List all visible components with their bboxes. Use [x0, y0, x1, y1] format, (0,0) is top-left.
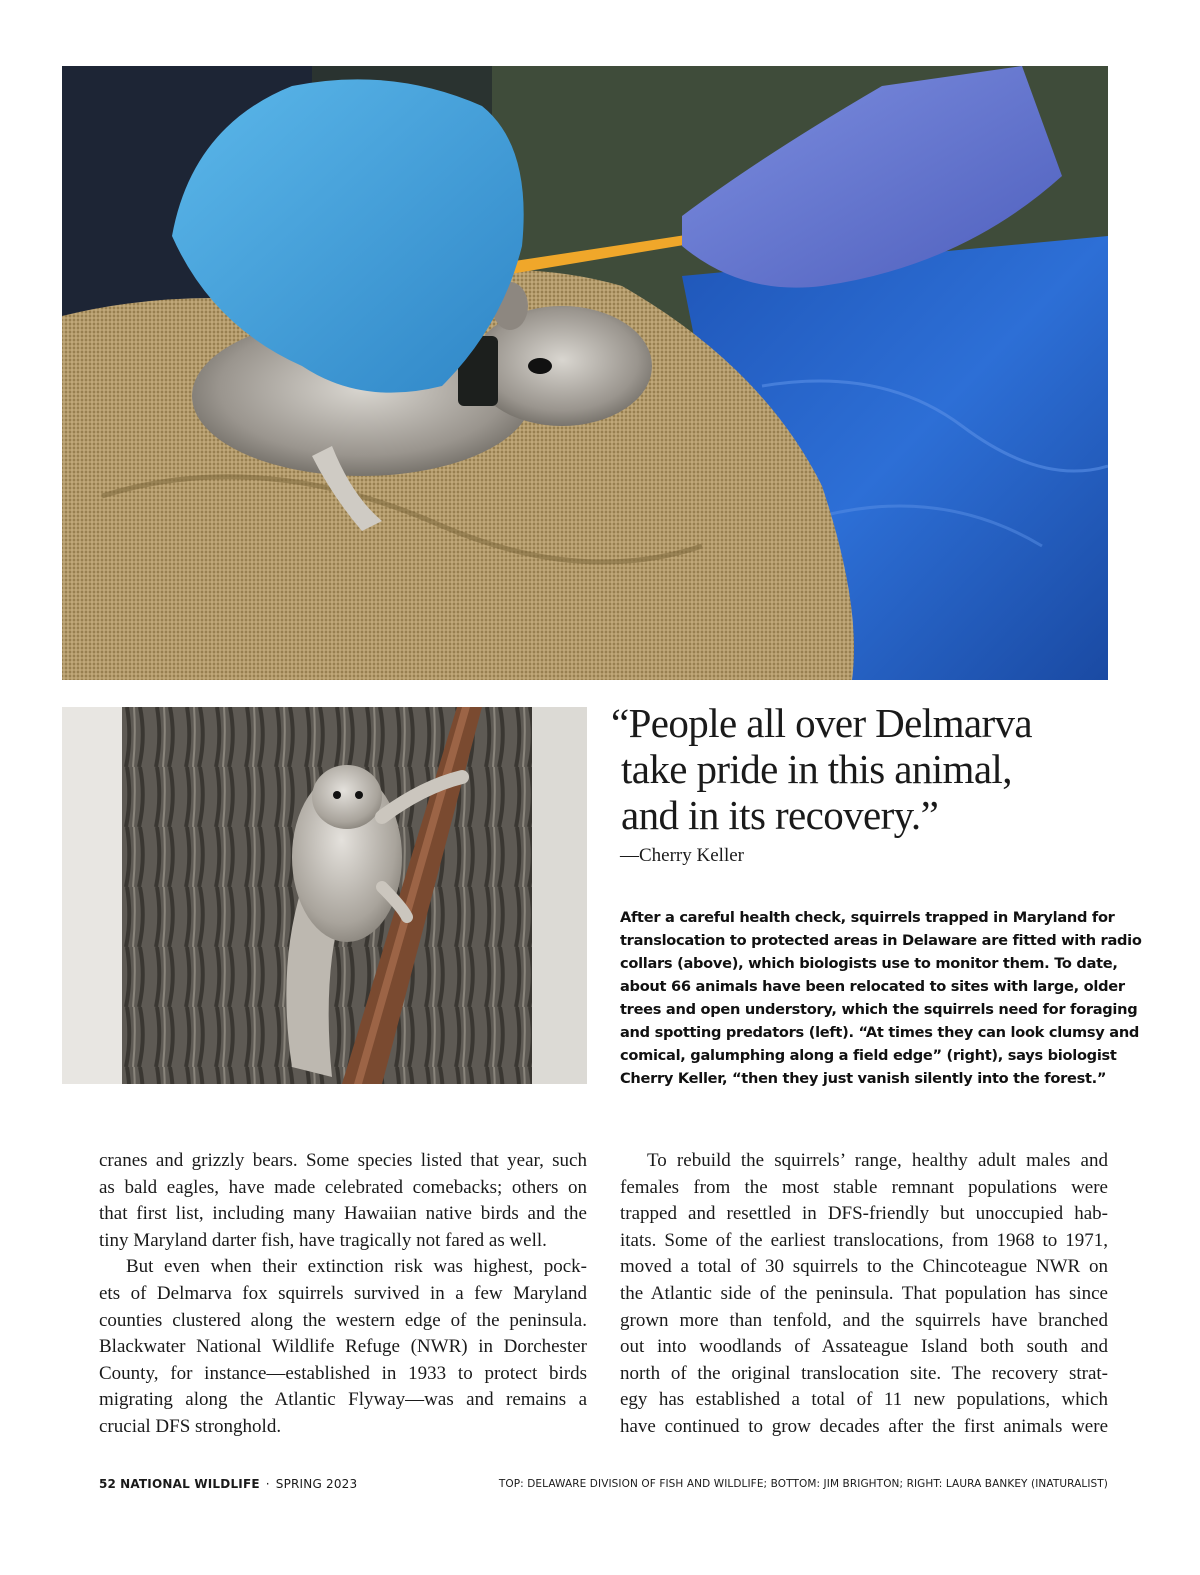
caption-line: trees and open understory, which the squirrels need for foraging [620, 1001, 1138, 1018]
photo-caption [620, 906, 1142, 1090]
body-line: crucial DFS stronghold. [99, 1415, 282, 1437]
body-line: tiny Maryland darter fish, have tragically not fared as well. [99, 1229, 547, 1251]
pull-quote [611, 700, 1111, 838]
page-footer [99, 1477, 357, 1491]
body-line: cranes and grizzly bears. Some species listed that year, such [99, 1150, 587, 1171]
caption-line: collars (above), which biologists use to monitor them. To date, [620, 955, 1118, 972]
footer-separator: · [265, 1477, 270, 1491]
body-line: grown more than tenfold, and the squirrels have branched [620, 1309, 1108, 1331]
caption-line: about 66 animals have been relocated to sites with large, older [620, 978, 1125, 995]
squirrel-collaring-image [62, 66, 1108, 680]
body-line: north of the original translocation site. The recovery strat- [620, 1362, 1108, 1384]
body-line: that first list, including many Hawaiian native birds and the [99, 1203, 587, 1225]
caption-line: comical, galumphing along a field edge” (right), says biologist [620, 1047, 1117, 1064]
magazine-name: NATIONAL WILDLIFE [120, 1477, 260, 1491]
caption-line: and spotting predators (left). “At times they can look clumsy and [620, 1024, 1140, 1041]
top-photo [62, 66, 1108, 680]
body-line: trapped and resettled in DFS-friendly but unoccupied hab- [620, 1203, 1108, 1225]
caption-line: translocation to protected areas in Delaware are fitted with radio [620, 932, 1142, 949]
body-line: moved a total of 30 squirrels to the Chincoteague NWR on [620, 1256, 1108, 1278]
body-line: To rebuild the squirrels’ range, healthy adult males and [647, 1150, 1108, 1171]
body-line: County, for instance—established in 1933 to protect birds [99, 1362, 587, 1384]
body-line: ets of Delmarva fox squirrels survived in a few Maryland [99, 1282, 587, 1304]
pull-quote-line: take pride in this animal, [621, 746, 1012, 792]
body-line: itats. Some of the earliest translocations, from 1968 to 1971, [620, 1229, 1108, 1251]
pull-quote-line: “People all over Delmarva [611, 700, 1033, 746]
caption-line: After a careful health check, squirrels trapped in Maryland for [620, 909, 1115, 926]
body-column-right [620, 1148, 1108, 1441]
issue-date: SPRING 2023 [275, 1477, 358, 1491]
body-line: Blackwater National Wildlife Refuge (NWR) in Dorchester [99, 1336, 587, 1358]
quote-attribution: —Cherry Keller [620, 845, 744, 866]
caption-line: Cherry Keller, “then they just vanish silently into the forest.” [620, 1070, 1107, 1087]
body-line: out into woodlands of Assateague Island both south and [620, 1336, 1108, 1358]
body-line: have continued to grow decades after the first animals were [620, 1415, 1108, 1437]
body-column-left [99, 1148, 587, 1441]
body-line: the Atlantic side of the peninsula. That population has since [620, 1282, 1108, 1304]
body-line: as bald eagles, have made celebrated comebacks; others on [99, 1176, 587, 1198]
pull-quote-line: and in its recovery.” [621, 792, 939, 838]
page-number: 52 [99, 1477, 117, 1491]
left-photo [62, 707, 587, 1084]
squirrel-on-tree-image [62, 707, 587, 1084]
body-line: egy has established a total of 11 new populations, which [620, 1389, 1108, 1411]
body-line: females from the most stable remnant populations were [620, 1176, 1108, 1198]
photo-credits: TOP: DELAWARE DIVISION OF FISH AND WILDLIFE; BOTTOM: JIM BRIGHTON; RIGHT: LAURA BANKEY (INATURALIST) [498, 1478, 1108, 1490]
body-line: migrating along the Atlantic Flyway—was and remains a [99, 1389, 587, 1411]
body-line: counties clustered along the western edge of the peninsula. [99, 1309, 587, 1331]
body-line: But even when their extinction risk was highest, pock- [126, 1256, 587, 1278]
